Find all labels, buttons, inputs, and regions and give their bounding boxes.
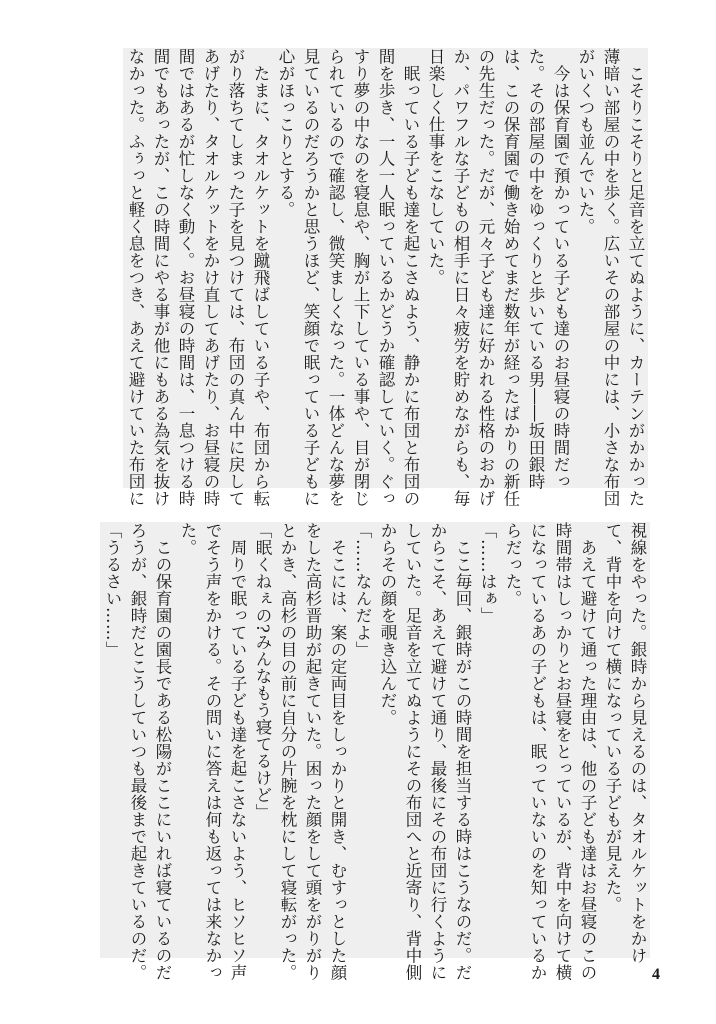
text-line: て、背中を向けて横になっている子どもが見えた。 (600, 522, 625, 958)
text-line: なかった。ふぅっと軽く息をつき、あえて避けていた布団に (123, 48, 148, 488)
text-line: になっているあの子どもは、眠っていないのを知っているか (525, 522, 550, 958)
text-line: からその顔を覗き込んだ。 (375, 522, 400, 958)
text-line: 「うるさい……」 (100, 522, 125, 958)
text-line: 間を歩き、一人一人眠っているかどうか確認していく。ぐっ (373, 48, 398, 488)
text-line: 周りで眠っている子ども達を起こさないよう、ヒソヒソ声 (225, 522, 250, 958)
text-line: の先生だった。だが、元々子ども達に好かれる性格のおかげ (473, 48, 498, 488)
text-line: らだった。 (500, 522, 525, 958)
text-line: た。 (175, 522, 200, 958)
text-line: か、パワフルな子どもの相手に日々疲労を貯めながらも、毎 (448, 48, 473, 488)
text-line: をした高杉晋助が起きていた。困った顔をして頭をがりがり (300, 522, 325, 958)
text-line: たまに、タオルケットを蹴飛ばしている子や、布団から転 (248, 48, 273, 488)
text-line: とかき、高杉の目の前に自分の片腕を枕にして寝転がった。 (275, 522, 300, 958)
text-line: がり落ちてしまった子を見つけては、布団の真ん中に戻して (223, 48, 248, 488)
text-line: 時間帯はしっかりとお昼寝をとっているが、背中を向けて横 (550, 522, 575, 958)
text-line: 薄暗い部屋の中を歩く。広いその部屋の中には、小さな布団 (598, 48, 623, 488)
text-line: 視線をやった。銀時から見えるのは、タオルケットをかけ (625, 522, 650, 958)
text-line: 今は保育園で預かっている子ども達のお昼寝の時間だっ (548, 48, 573, 488)
text-line: た。その部屋の中をゆっくりと歩いている男――坂田銀時 (523, 48, 548, 488)
text-line: 「……はぁ」 (475, 522, 500, 958)
text-line: この保育園の園長である松陽がここにいれば寝ているのだ (150, 522, 175, 958)
text-line: 日楽しく仕事をこなしていた。 (423, 48, 448, 488)
text-block-bottom (100, 522, 650, 981)
text-line: でそう声をかける。その問いに答えは何も返っては来なかっ (200, 522, 225, 958)
text-block-top (123, 48, 648, 507)
text-line: ろうが、銀時だとこうしていつも最後まで起きているのだ。 (125, 522, 150, 958)
text-line: すり夢の中なのを寝息や、胸が上下している事や、目が閉じ (348, 48, 373, 488)
text-line: 間でもあったが、この時間にやる事が他にもある為気を抜け (148, 48, 173, 488)
text-line: は、この保育園で働き始めてまだ数年が経ったばかりの新任 (498, 48, 523, 488)
text-line: 見ているのだろうかと思うほど、笑顔で眠っている子どもに (298, 48, 323, 488)
text-line: からこそ、あえて避けて通り、最後にその布団に行くように (425, 522, 450, 958)
text-line: 「眠くねぇの?みんなもう寝てるけど」 (250, 522, 275, 958)
text-line: 間ではあるが忙しなく動く。お昼寝の時間は、一息つける時 (173, 48, 198, 488)
text-line: していた。足音を立てぬようにその布団へと近寄り、背中側 (400, 522, 425, 958)
text-line: あげたり、タオルケットをかけ直してあげたり、お昼寝の時 (198, 48, 223, 488)
text-line: あえて避けて通った理由は、他の子ども達はお昼寝のこの (575, 522, 600, 958)
page-number: 4 (652, 966, 660, 983)
text-line: られているので確認し、微笑ましくなった。一体どんな夢を (323, 48, 348, 488)
text-line: 眠っている子ども達を起こさぬよう、静かに布団と布団の (398, 48, 423, 488)
text-line: 心がほっこりとする。 (273, 48, 298, 488)
text-line: がいくつも並んでいた。 (573, 48, 598, 488)
text-line: ここ毎回、銀時がこの時間を担当する時はこうなのだ。だ (450, 522, 475, 958)
text-line: そこには、案の定両目をしっかりと開き、むすっとした顔 (325, 522, 350, 958)
text-line: こそりこそりと足音を立てぬように、カーテンがかかった (623, 48, 648, 488)
text-line: 「……なんだよ」 (350, 522, 375, 958)
